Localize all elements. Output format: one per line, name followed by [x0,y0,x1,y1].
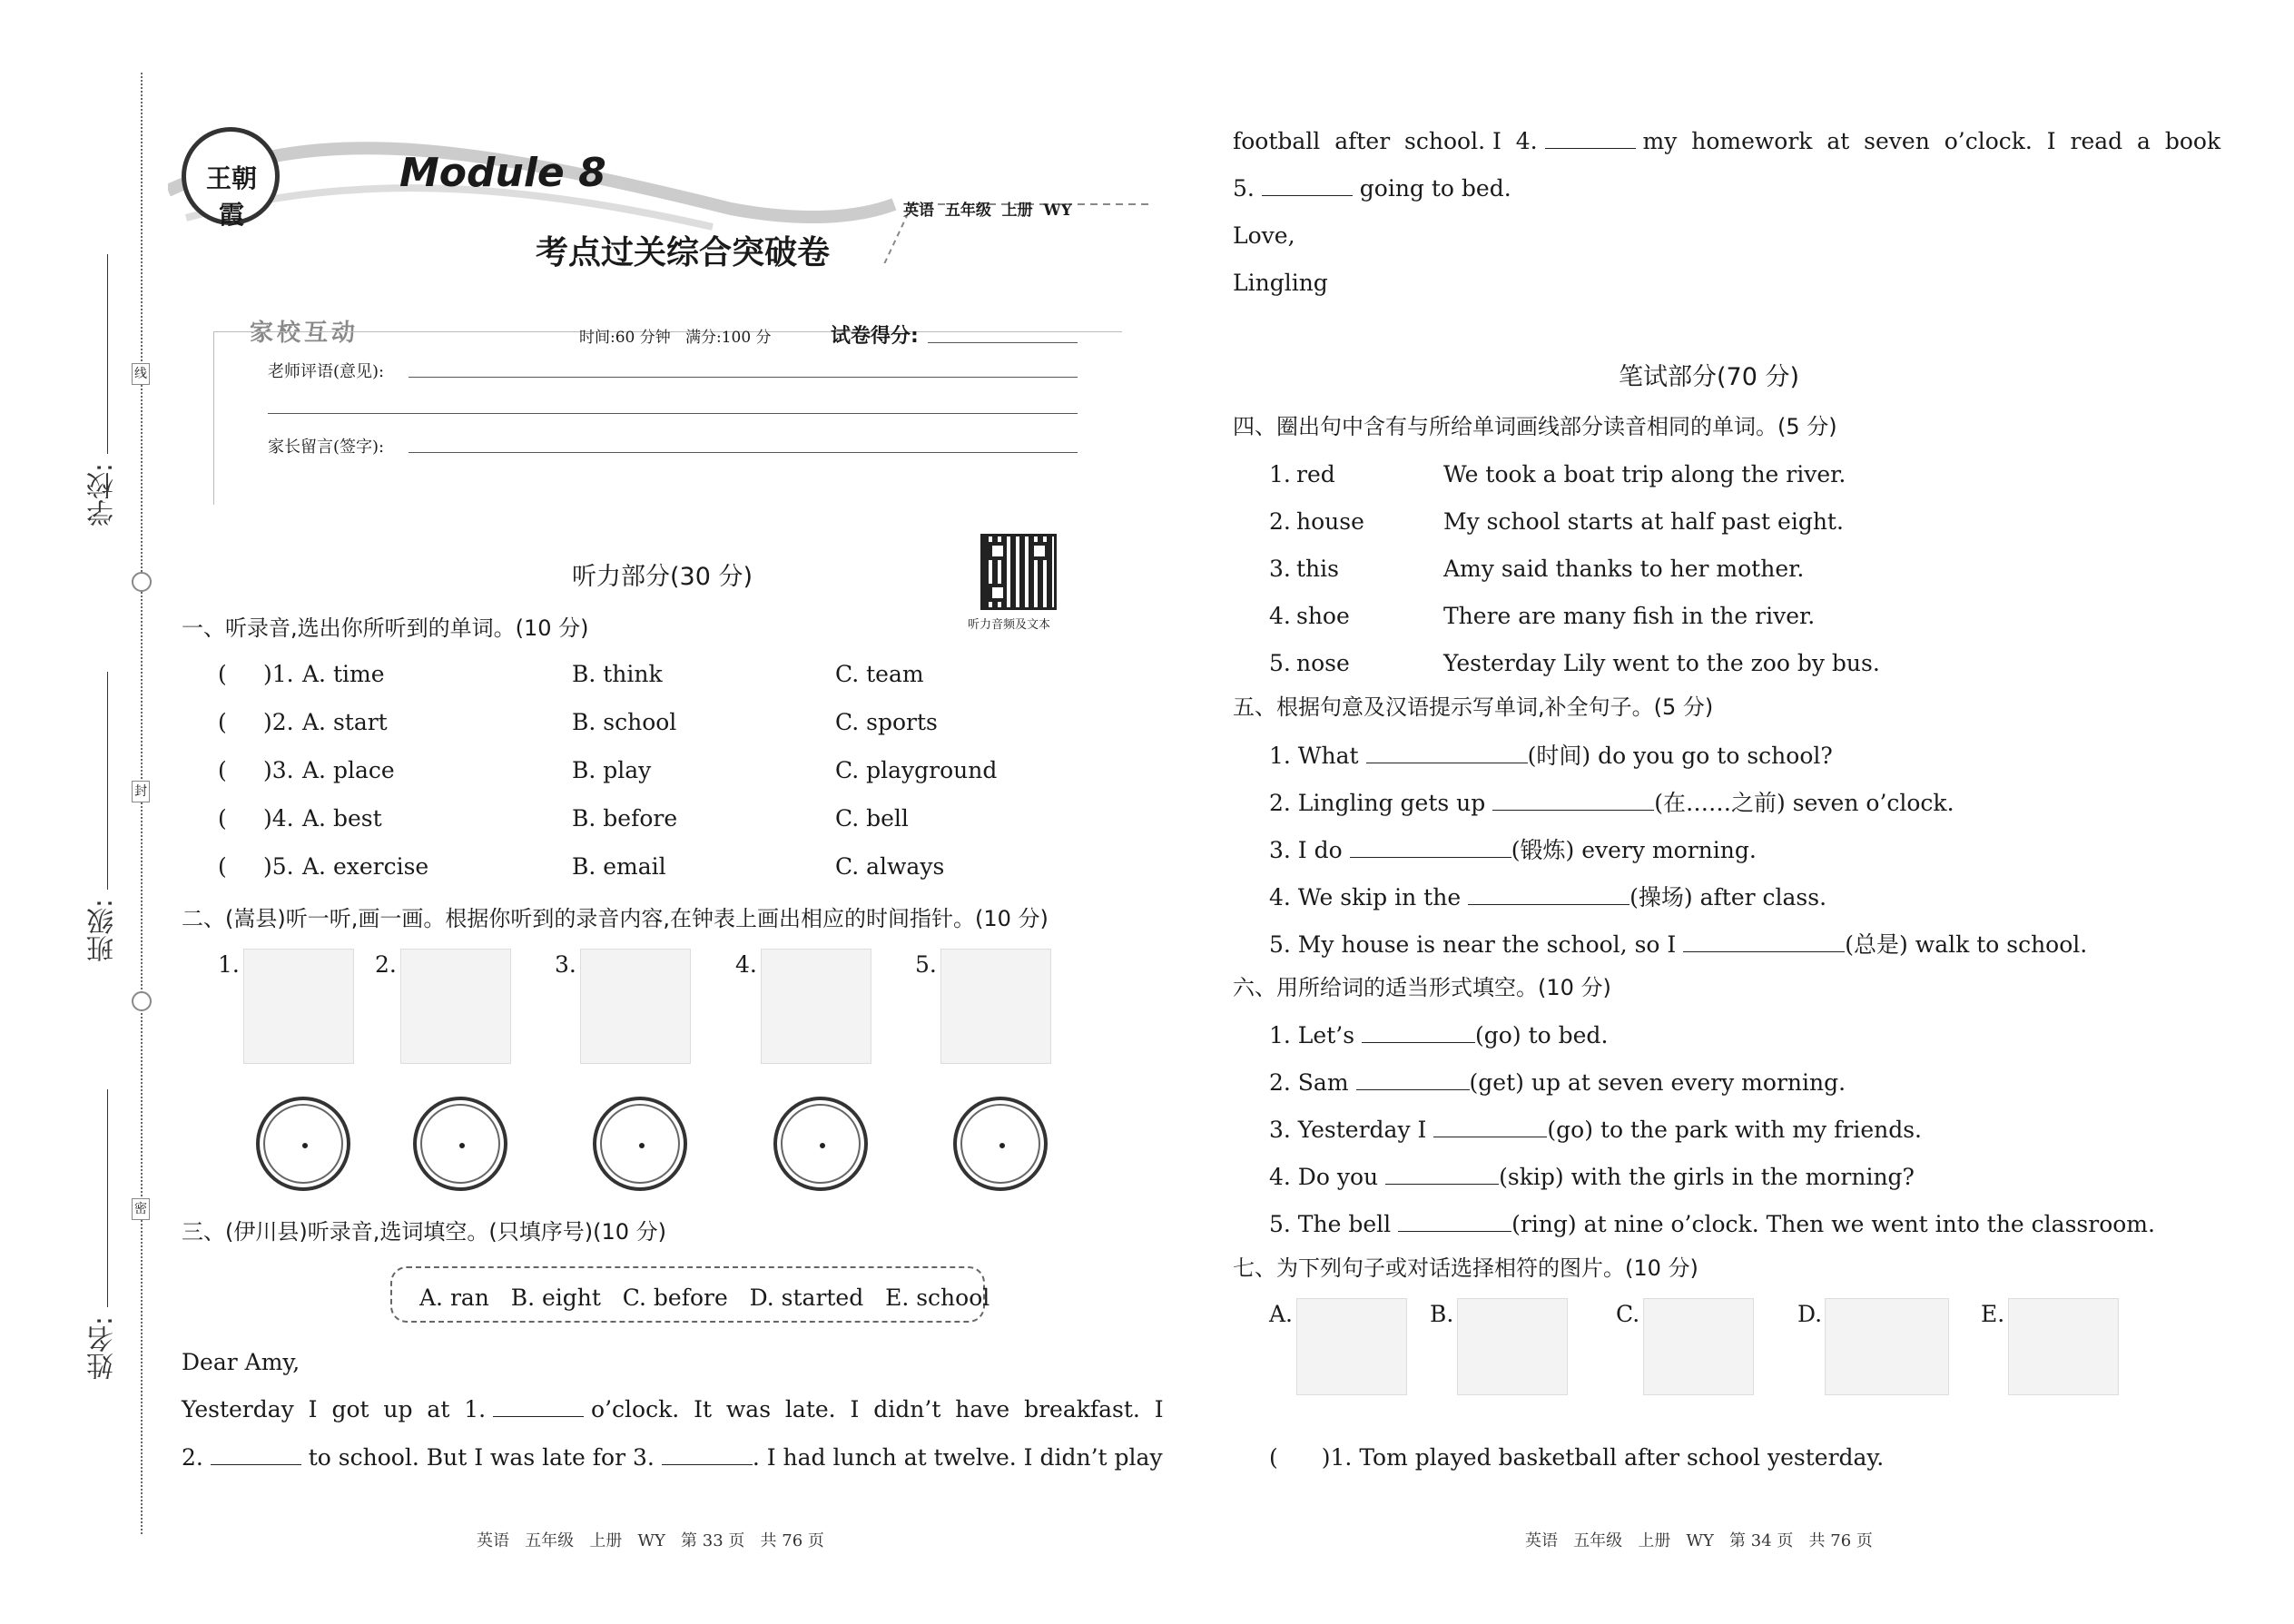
sentence-start: 3. I do [1269,837,1343,863]
clock-center [639,1143,645,1148]
teacher-comment-field[interactable] [409,377,1078,378]
sentence-end: walk to school. [1915,931,2088,958]
answer-blank[interactable] [1356,1071,1470,1090]
logo-text: 王朝霞 [205,163,257,230]
sentence-end: with the girls in the morning? [1570,1164,1915,1190]
letter-text: to school. But I was late for 3. [308,1444,655,1471]
clock-center [459,1143,465,1148]
hint: (时间) [1527,743,1591,769]
fill-item [1269,933,2087,956]
option-b[interactable]: B. email [572,853,666,880]
option-letter: B. [1430,1301,1454,1327]
option-picture[interactable] [1643,1298,1754,1395]
clock-face[interactable] [256,1097,350,1191]
item-number: 3. [1269,556,1291,582]
phonics-item [1269,605,1815,627]
sentence-start: 1. What [1269,743,1359,769]
answer-blank[interactable] [1468,886,1629,905]
part6-heading: 六、用所给词的适当形式填空。(10 分) [1233,975,1611,1000]
home-school-badge: 家校互动 [250,320,359,347]
clock-face[interactable] [593,1097,687,1191]
letter-text: o’clock. It was late. I didn’t have breakfast. I [591,1396,1164,1422]
footer-right: 英语 五年级 上册 WY 第 34 页 共 76 页 [1525,1531,1873,1550]
seal-mark-1: 线 [132,363,150,385]
teacher-comment-field-2[interactable] [268,413,1078,414]
fill-item [1269,744,1833,767]
sentence[interactable]: Yesterday Lily went to the zoo by bus. [1443,650,1880,676]
item-number: 4. [1269,603,1291,629]
part2-heading: 二、(嵩县)听一听,画一画。根据你听到的录音内容,在钟表上画出相应的时间指针。(10 分) [182,906,1049,931]
letter-text: 5. [1233,175,1255,202]
fill-item [1269,839,1757,861]
picture-number: 2. [375,951,397,978]
sentence-end: at nine o’clock. Then we went into the classroom. [1583,1211,2155,1237]
answer-bracket[interactable]: ( [218,757,227,783]
clock-center [820,1143,825,1148]
letter-text: going to bed. [1359,175,1511,202]
mc-item [218,711,938,733]
item-number: 1. [1269,461,1291,487]
part7-heading: 七、为下列句子或对话选择相符的图片。(10 分) [1233,1255,1698,1281]
item-number: 5. [1269,650,1291,676]
letter-line-4 [1233,177,1511,200]
letter-line-2 [182,1446,1163,1469]
footer-left: 英语 五年级 上册 WY 第 33 页 共 76 页 [477,1531,824,1550]
blank-2[interactable] [211,1446,301,1465]
question-text: )1. Tom played basketball after school yesterday. [1321,1444,1885,1471]
score-label: 试卷得分: [831,325,919,348]
part4-heading: 四、圈出句中含有与所给单词画线部分读音相同的单词。(5 分) [1233,414,1837,439]
answer-bracket[interactable]: ( [218,853,227,880]
series-tag: 英语 五年级 上册 WY [903,202,1072,220]
letter-text: my homework at seven o’clock. I read a book [1642,128,2221,154]
option-letter: D. [1797,1301,1823,1327]
picture-number: 1. [218,951,240,978]
option-a[interactable]: A. exercise [302,853,429,880]
option-a[interactable]: A. place [302,757,395,783]
option-picture[interactable] [2008,1298,2119,1395]
option-b[interactable]: B. play [572,757,652,783]
item-number: )3. [263,757,294,783]
sentence-end: every morning. [1581,837,1757,863]
word-box [390,1266,990,1323]
given-word: shoe [1296,603,1350,629]
illustration-picture [400,949,511,1064]
parent-comment-field[interactable] [409,452,1078,453]
exam-subtitle: 考点过关综合突破卷 [536,233,831,271]
clock-center [999,1143,1005,1148]
sentence-end: to the park with my friends. [1600,1117,1922,1143]
listening-title: 听力部分(30 分) [572,563,753,591]
option-b[interactable]: B. school [572,709,677,735]
sentence-start: 4. We skip in the [1269,884,1462,910]
option-c[interactable]: C. playground [835,757,998,783]
illustration-picture [243,949,354,1064]
fill-item [1269,792,1954,814]
item-number: )5. [263,853,294,880]
sentence[interactable]: Amy said thanks to her mother. [1443,556,1805,582]
option-letter: E. [1981,1301,2005,1327]
sentence-start: 5. The bell [1269,1211,1392,1237]
option-b[interactable]: B. think [572,661,663,687]
part3-heading: 三、(伊川县)听录音,选词填空。(只填序号)(10 分) [182,1219,666,1245]
option-picture[interactable] [1457,1298,1568,1395]
clock-face[interactable] [773,1097,868,1191]
picture-number: 4. [735,951,757,978]
sentence-end: after class. [1699,884,1827,910]
fill-item [1269,1166,1915,1188]
option-c[interactable]: C. team [835,661,924,687]
home-school-frame [213,331,1122,505]
answer-bracket[interactable]: ( [218,805,227,832]
punch-hole-icon [132,572,152,592]
mc-item [218,807,909,830]
seal-mark-3: 密 [132,1198,150,1220]
option-picture[interactable] [1825,1298,1949,1395]
clock-face[interactable] [953,1097,1048,1191]
answer-blank[interactable] [1350,839,1511,858]
answer-bracket[interactable]: ( [218,661,227,687]
score-field[interactable] [928,342,1078,343]
school-label: 学校: [87,463,119,527]
letter-line-3 [1233,130,2220,153]
phonics-item [1269,652,1880,674]
option-c[interactable]: C. sports [835,709,938,735]
mc-item [218,855,944,878]
letter-line-1 [182,1398,1164,1421]
answer-blank[interactable] [1683,933,1845,952]
phonics-item [1269,557,1804,580]
sentence-start: 1. Let’s [1269,1022,1355,1048]
name-line [107,1089,108,1307]
writing-title: 笔试部分(70 分) [1619,363,1800,391]
illustration-picture [940,949,1051,1064]
blank-5[interactable] [1262,177,1353,196]
letter-text: . I had lunch at twelve. I didn’t play [752,1444,1163,1471]
fill-item [1269,1024,1608,1047]
letter-closing: Love, [1233,222,1295,249]
fill-item [1269,1071,1846,1094]
hint: (go) [1547,1117,1593,1143]
blank-4[interactable] [1545,130,1636,149]
sentence-end: do you go to school? [1598,743,1833,769]
letter-salutation: Dear Amy, [182,1349,300,1375]
illustration-picture [761,949,871,1064]
part7-question-1 [1269,1446,1884,1469]
name-label: 姓名: [87,1316,119,1381]
publisher-logo [182,127,280,230]
given-word: nose [1296,650,1350,676]
sentence-end: seven o’clock. [1792,790,1954,816]
parent-comment-label: 家长留言(签字): [268,438,385,457]
time-info: 时间:60 分钟 满分:100 分 [579,329,772,347]
sentence-end: up at seven every morning. [1531,1069,1846,1096]
letter-text: Yesterday I got up at 1. [182,1396,487,1422]
sentence[interactable]: My school starts at half past eight. [1443,508,1844,535]
item-number: )4. [263,805,294,832]
hint: (ring) [1511,1211,1577,1237]
class-line [107,672,108,890]
blank-1[interactable] [493,1398,584,1417]
answer-blank[interactable] [1385,1166,1499,1185]
fill-item [1269,1213,2155,1235]
sentence-start: 2. Lingling gets up [1269,790,1486,816]
letter-text: 2. [182,1444,203,1471]
hint: (锻炼) [1511,837,1575,863]
given-word: this [1296,556,1339,582]
mc-item [218,759,997,782]
hint: (操场) [1629,884,1693,910]
seal-mark-2: 封 [132,781,150,802]
sentence[interactable]: There are many fish in the river. [1443,603,1816,629]
letter-signature: Lingling [1233,270,1328,296]
option-a[interactable]: A. best [302,805,382,832]
given-word: house [1296,508,1364,535]
teacher-comment-label: 老师评语(意见): [268,362,385,381]
hint: (总是) [1845,931,1908,958]
option-b[interactable]: B. before [572,805,678,832]
phonics-item [1269,463,1846,486]
letter-text: football after school. I 4. [1233,128,1538,154]
answer-blank[interactable] [1398,1213,1511,1232]
binding-margin [0,0,154,1624]
part5-heading: 五、根据句意及汉语提示写单词,补全句子。(5 分) [1233,694,1714,720]
hint: (skip) [1499,1164,1564,1190]
fill-item [1269,886,1826,909]
punch-hole-icon [132,991,152,1011]
picture-number: 3. [555,951,576,978]
hint: (get) [1469,1069,1524,1096]
qr-code[interactable] [980,534,1057,610]
option-a[interactable]: A. start [302,709,388,735]
answer-bracket[interactable]: ( [1269,1444,1278,1471]
word-box-text: A. ran B. eight C. before D. started E. school [419,1284,990,1311]
phonics-item [1269,510,1844,533]
option-c[interactable]: C. always [835,853,945,880]
fill-item [1269,1118,1922,1141]
mc-item [218,663,924,685]
item-number: 2. [1269,508,1291,535]
sentence-start: 4. Do you [1269,1164,1379,1190]
answer-blank[interactable] [1362,1024,1475,1043]
answer-blank[interactable] [1433,1118,1547,1137]
sentence-start: 2. Sam [1269,1069,1349,1096]
answer-blank[interactable] [1492,792,1654,811]
option-letter: C. [1616,1301,1640,1327]
school-line [107,254,108,454]
hint: (go) [1475,1022,1521,1048]
hint: (在……之前) [1654,790,1786,816]
class-label: 班级: [87,899,119,963]
option-letter: A. [1269,1301,1294,1327]
answer-blank[interactable] [1366,744,1528,763]
sentence-start: 3. Yesterday I [1269,1117,1427,1143]
module-title: Module 8 [399,150,606,196]
answer-bracket[interactable]: ( [218,709,227,735]
clock-face[interactable] [413,1097,507,1191]
picture-number: 5. [915,951,937,978]
item-number: )1. [263,661,294,687]
qr-caption: 听力音频及文本 [968,618,1051,632]
blank-3[interactable] [662,1446,753,1465]
item-number: )2. [263,709,294,735]
illustration-picture [580,949,691,1064]
clock-center [302,1143,308,1148]
sentence[interactable]: We took a boat trip along the river. [1443,461,1846,487]
part1-heading: 一、听录音,选出你所听到的单词。(10 分) [182,615,589,641]
dotted-cut-line [141,73,143,1534]
given-word: red [1296,461,1335,487]
option-picture[interactable] [1296,1298,1407,1395]
option-c[interactable]: C. bell [835,805,909,832]
sentence-end: to bed. [1528,1022,1609,1048]
sentence-start: 5. My house is near the school, so I [1269,931,1677,958]
option-a[interactable]: A. time [302,661,385,687]
